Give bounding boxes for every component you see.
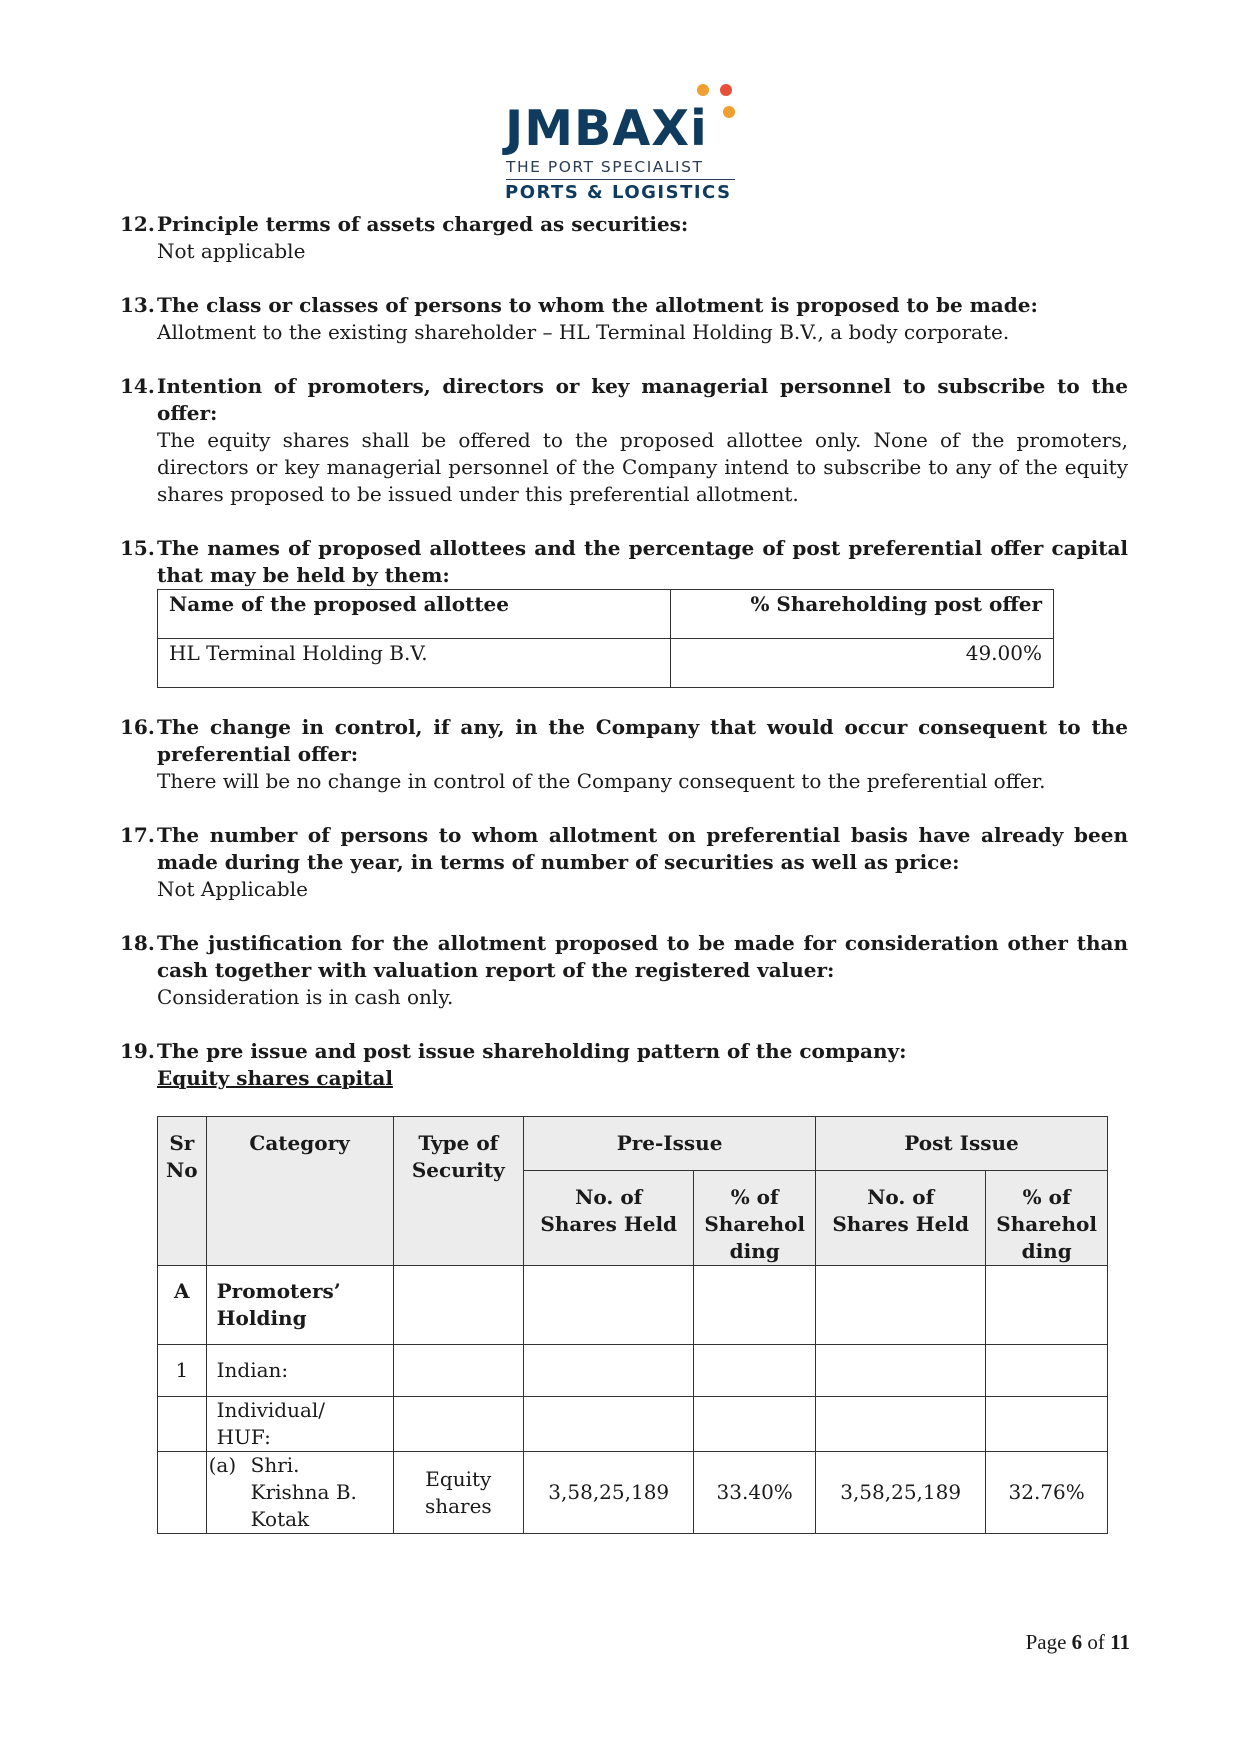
cell-pre-shares bbox=[524, 1345, 694, 1397]
cell-post-pct: 32.76% bbox=[986, 1452, 1108, 1534]
item-number: 19. bbox=[120, 1039, 155, 1063]
item-17 bbox=[120, 822, 1128, 903]
item-15 bbox=[120, 535, 1128, 688]
cell-pre-shares: 3,58,25,189 bbox=[524, 1452, 694, 1534]
cell-category bbox=[206, 1452, 393, 1534]
header-category: Category bbox=[206, 1117, 393, 1266]
table-row bbox=[158, 1452, 1108, 1534]
item-body: Not applicable bbox=[157, 239, 306, 263]
header-pre-issue: Pre-Issue bbox=[524, 1117, 816, 1171]
logo-dot bbox=[720, 84, 732, 96]
cell-category: Promoters’ Holding bbox=[206, 1266, 393, 1345]
header-pre-shares: No. of Shares Held bbox=[524, 1171, 694, 1266]
allottee-table bbox=[157, 589, 1054, 688]
item-12 bbox=[120, 211, 1128, 265]
item-19 bbox=[120, 1038, 1128, 1534]
item-number: 12. bbox=[120, 212, 155, 236]
cell-pre-pct bbox=[694, 1266, 816, 1345]
table-row bbox=[158, 1397, 1108, 1452]
cell-pre-pct bbox=[694, 1397, 816, 1452]
item-number: 18. bbox=[120, 931, 155, 955]
item-title: The names of proposed allottees and the percentage of post preferential offer capital that may be held by them: bbox=[157, 536, 1128, 587]
cell-shareholding: 49.00% bbox=[671, 639, 1054, 688]
cell-sr: A bbox=[158, 1266, 207, 1345]
header-pre-pct: % of Sharehol ding bbox=[694, 1171, 816, 1266]
cell-post-shares bbox=[816, 1266, 986, 1345]
table-row bbox=[158, 1345, 1108, 1397]
table-header-row bbox=[158, 1117, 1108, 1171]
cell-sr bbox=[158, 1397, 207, 1452]
cell-allottee-name: HL Terminal Holding B.V. bbox=[158, 639, 671, 688]
item-body: Consideration is in cash only. bbox=[157, 985, 454, 1009]
header-shareholding-post-offer: % Shareholding post offer bbox=[671, 590, 1054, 639]
cell-post-pct bbox=[986, 1345, 1108, 1397]
item-body: Allotment to the existing shareholder – HL Terminal Holding B.V., a body corporate. bbox=[157, 320, 1010, 344]
cell-category: Indian: bbox=[206, 1345, 393, 1397]
cell-category: Individual/ HUF: bbox=[206, 1397, 393, 1452]
cell-type bbox=[393, 1345, 524, 1397]
logo-dot bbox=[723, 106, 735, 118]
item-title: The pre issue and post issue shareholding pattern of the company: bbox=[157, 1039, 907, 1063]
item-number: 13. bbox=[120, 293, 155, 317]
header-sr-no: Sr No bbox=[158, 1117, 207, 1266]
current-page: 6 bbox=[1071, 1630, 1083, 1654]
header-allottee-name: Name of the proposed allottee bbox=[158, 590, 671, 639]
item-title: The class or classes of persons to whom the allotment is proposed to be made: bbox=[157, 293, 1038, 317]
page-number bbox=[1026, 1630, 1130, 1655]
header-type-of-security: Type of Security bbox=[393, 1117, 524, 1266]
company-logo bbox=[505, 82, 737, 204]
header-post-shares: No. of Shares Held bbox=[816, 1171, 986, 1266]
item-title: The change in control, if any, in the Company that would occur consequent to the preferential offer: bbox=[157, 715, 1128, 766]
item-title: The number of persons to whom allotment on preferential basis have already been made during the year, in terms of number of securities as well as price: bbox=[157, 823, 1128, 874]
cell-post-shares bbox=[816, 1345, 986, 1397]
item-number: 15. bbox=[120, 536, 155, 560]
page-of: of bbox=[1087, 1630, 1105, 1654]
cell-post-shares bbox=[816, 1397, 986, 1452]
item-title: Principle terms of assets charged as securities: bbox=[157, 212, 689, 236]
table-row bbox=[158, 639, 1054, 688]
item-number: 17. bbox=[120, 823, 155, 847]
logo-subtitle: PORTS & LOGISTICS bbox=[505, 182, 732, 203]
item-number: 16. bbox=[120, 715, 155, 739]
logo-tagline: THE PORT SPECIALIST bbox=[506, 158, 704, 176]
table-row bbox=[158, 1266, 1108, 1345]
cell-type: Equity shares bbox=[393, 1452, 524, 1534]
item-title: Intention of promoters, directors or key managerial personnel to subscribe to the offer: bbox=[157, 374, 1128, 425]
item-18 bbox=[120, 930, 1128, 1011]
item-13 bbox=[120, 292, 1128, 346]
cell-pre-shares bbox=[524, 1397, 694, 1452]
item-body: Not Applicable bbox=[157, 877, 308, 901]
logo-dot bbox=[697, 84, 709, 96]
cell-type bbox=[393, 1266, 524, 1345]
shareholding-table bbox=[157, 1116, 1108, 1534]
item-body: The equity shares shall be offered to the proposed allottee only. None of the promoters, directors or key managerial personnel of the Company intend to subscribe to any of the equity shares proposed to be issued under this preferential allotment. bbox=[157, 428, 1128, 506]
cell-category-name: Shri. Krishna B. Kotak bbox=[250, 1453, 357, 1531]
item-16 bbox=[120, 714, 1128, 795]
cell-type bbox=[393, 1397, 524, 1452]
document-body bbox=[120, 211, 1128, 1534]
header-post-pct: % of Sharehol ding bbox=[986, 1171, 1108, 1266]
cell-post-pct bbox=[986, 1397, 1108, 1452]
table-header-row bbox=[158, 590, 1054, 639]
cell-pre-pct bbox=[694, 1345, 816, 1397]
cell-post-pct bbox=[986, 1266, 1108, 1345]
section-subheading: Equity shares capital bbox=[157, 1066, 393, 1090]
cell-sr bbox=[158, 1452, 207, 1534]
cell-pre-shares bbox=[524, 1266, 694, 1345]
logo-name: JMBAXi bbox=[505, 100, 708, 157]
cell-sr: 1 bbox=[158, 1345, 207, 1397]
item-body: There will be no change in control of the Company consequent to the preferential offer. bbox=[157, 769, 1046, 793]
item-number: 14. bbox=[120, 374, 155, 398]
item-title: The justification for the allotment proposed to be made for consideration other than cash together with valuation report of the registered valuer: bbox=[157, 931, 1128, 982]
cell-post-shares: 3,58,25,189 bbox=[816, 1452, 986, 1534]
total-pages: 11 bbox=[1110, 1630, 1130, 1654]
page-label: Page bbox=[1025, 1630, 1067, 1654]
header-post-issue: Post Issue bbox=[816, 1117, 1108, 1171]
cell-sub-index: (a) bbox=[208, 1453, 237, 1477]
logo-divider bbox=[506, 179, 735, 180]
item-14 bbox=[120, 373, 1128, 508]
cell-pre-pct: 33.40% bbox=[694, 1452, 816, 1534]
